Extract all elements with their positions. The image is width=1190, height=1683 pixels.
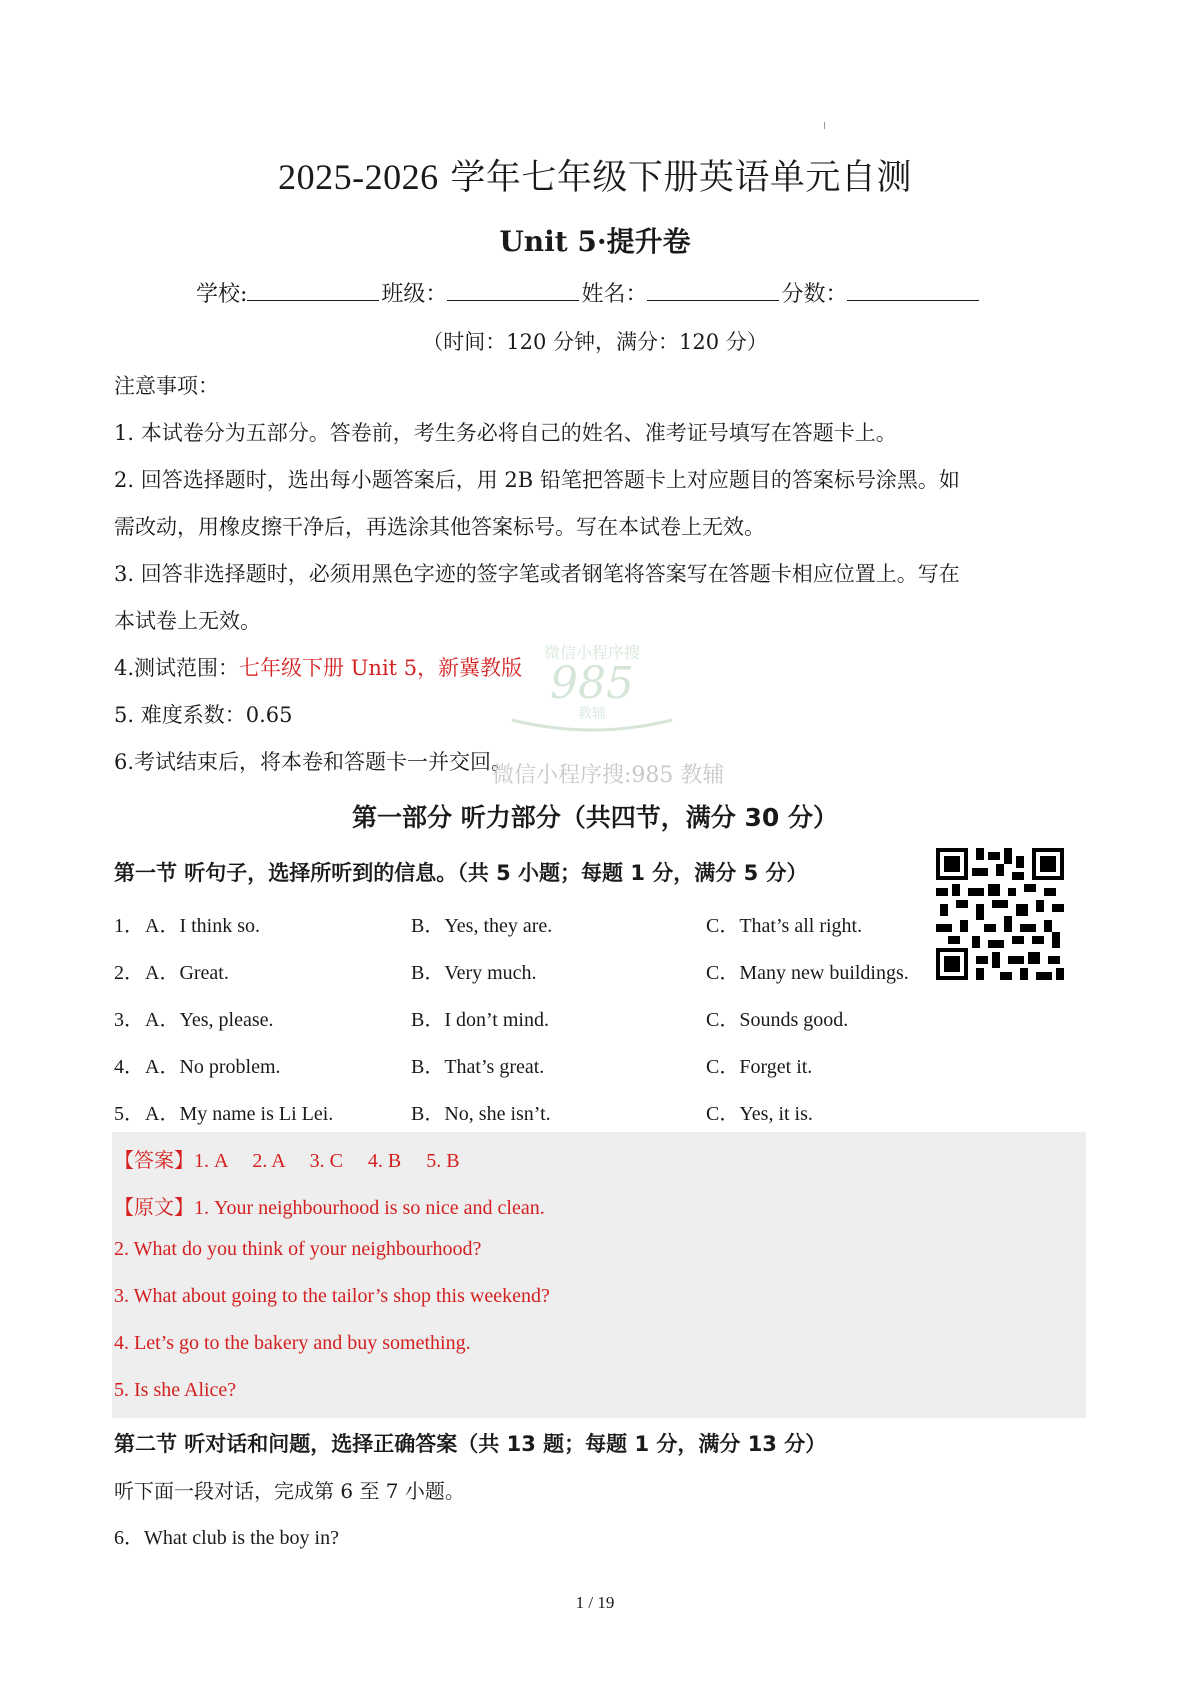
option-a: A．I think so.: [145, 915, 260, 937]
name-blank: [647, 278, 779, 301]
class-blank: [447, 278, 579, 301]
section2-intro: 听下面一段对话，完成第 6 至 7 小题。: [114, 1479, 465, 1503]
question-6: 6．What club is the boy in?: [114, 1527, 339, 1549]
school-blank: [247, 278, 379, 301]
option-b: B．No, she isn’t.: [411, 1103, 551, 1125]
note-item: 5. 难度系数：0.65: [114, 703, 293, 727]
scope-label: 4.测试范围：: [114, 656, 240, 680]
notes-heading: 注意事项：: [114, 374, 219, 398]
section2-heading: 第二节 听对话和问题，选择正确答案（共 13 题；每题 1 分，满分 13 分）: [114, 1432, 827, 1456]
note-item: 3. 回答非选择题时，必须用黑色字迹的签字笔或者钢笔将答案写在答题卡相应位置上。写在: [114, 562, 960, 586]
page-subtitle: Unit 5·提升卷: [499, 225, 691, 258]
option-a: A．No problem.: [145, 1056, 281, 1078]
margin-mark: [824, 122, 825, 129]
option-b: B．That’s great.: [411, 1056, 545, 1078]
option-b: B．Yes, they are.: [411, 915, 553, 937]
question-number: 4．: [114, 1056, 144, 1078]
option-b: B．Very much.: [411, 962, 537, 984]
title-year: 2025-2026: [278, 157, 439, 197]
answer-key: 【答案】1. A 2. A 3. C 4. B 5. B: [114, 1150, 460, 1172]
school-label: 学校:: [196, 282, 248, 307]
note-item: 1. 本试卷分为五部分。答卷前，考生务必将自己的姓名、准考证号填写在答题卡上。: [114, 421, 897, 445]
transcript-line: 5. Is she Alice?: [114, 1379, 237, 1401]
note-item: 需改动，用橡皮擦干净后，再选涂其他答案标号。写在本试卷上无效。: [114, 515, 765, 539]
note-item: 本试卷上无效。: [114, 609, 261, 633]
watermark-line1: 微信小程序搜: [543, 643, 641, 662]
transcript-line: 2. What do you think of your neighbourhood?: [114, 1238, 482, 1260]
option-b: B．I don’t mind.: [411, 1009, 549, 1031]
note-item: 6.考试结束后，将本卷和答题卡一并交回。: [114, 750, 513, 774]
option-a: A．My name is Li Lei.: [145, 1103, 334, 1125]
option-c: C．Yes, it is.: [706, 1103, 813, 1125]
score-blank: [847, 278, 979, 301]
part1-heading: 第一部分 听力部分（共四节，满分 30 分）: [352, 803, 838, 832]
option-c: C．That’s all right.: [706, 915, 863, 937]
watermark-number: 985: [550, 658, 634, 709]
page-title: [0, 150, 1190, 200]
name-label: 姓名：: [581, 282, 648, 307]
option-a: A．Great.: [145, 962, 229, 984]
question-number: 2．: [114, 962, 144, 984]
student-info-fields: [196, 277, 981, 308]
question-number: 1．: [114, 915, 144, 937]
watermark-logo: [492, 640, 692, 740]
note-item: 2. 回答选择题时，选出每小题答案后，用 2B 铅笔把答题卡上对应题目的答案标号涂黑。如: [114, 468, 960, 492]
note-item-scope: [114, 652, 522, 682]
score-label: 分数：: [781, 282, 848, 307]
title-text: 学年七年级下册英语单元自测: [450, 158, 912, 198]
transcript-line: 【原文】1. Your neighbourhood is so nice and clean.: [114, 1197, 545, 1219]
watermark-line2: 教辅: [578, 706, 606, 722]
qr-code-icon: [936, 848, 1064, 980]
option-a: A．Yes, please.: [145, 1009, 274, 1031]
class-label: 班级：: [381, 282, 448, 307]
page-number: 1 / 19: [575, 1593, 615, 1612]
option-c: C．Forget it.: [706, 1056, 813, 1078]
exam-time: （时间：120 分钟，满分：120 分）: [422, 330, 768, 354]
question-number: 5．: [114, 1103, 144, 1125]
scope-value: 七年级下册 Unit 5，新冀教版: [239, 656, 523, 680]
option-c: C．Sounds good.: [706, 1009, 849, 1031]
question-number: 3．: [114, 1009, 144, 1031]
transcript-line: 4. Let’s go to the bakery and buy something.: [114, 1332, 471, 1354]
answer-panel: [112, 1132, 1086, 1418]
option-c: C．Many new buildings.: [706, 962, 909, 984]
watermark-text: 微信小程序搜:985 教辅: [492, 763, 725, 788]
transcript-line: 3. What about going to the tailor’s shop this weekend?: [114, 1285, 550, 1307]
section1-heading: 第一节 听句子，选择所听到的信息。（共 5 小题；每题 1 分，满分 5 分）: [114, 861, 808, 885]
